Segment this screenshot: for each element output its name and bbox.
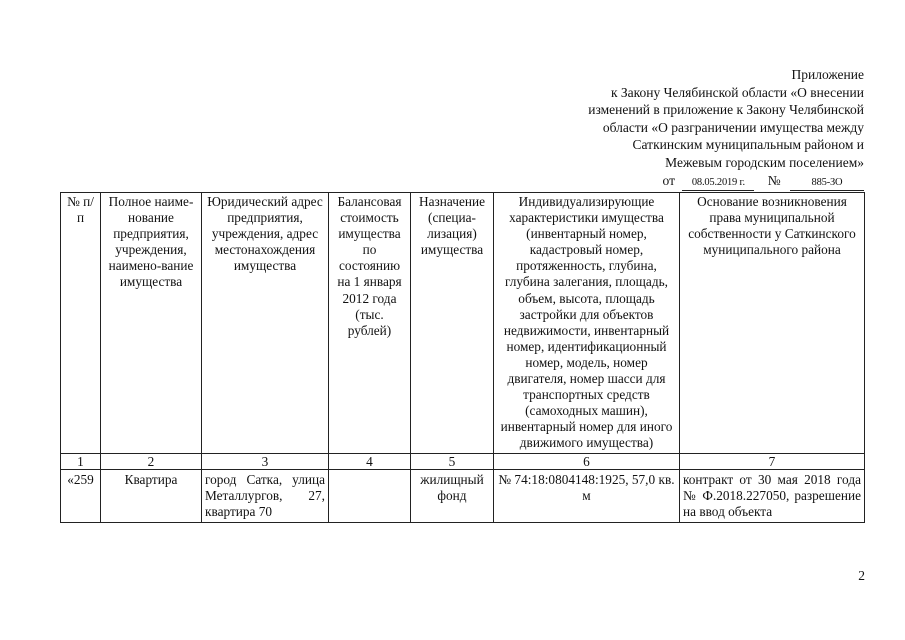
ownership-basis: контракт от 30 мая 2018 года № Ф.2018.227050, разрешение на ввод объекта [680, 469, 865, 522]
header-cell: Полное наиме-нование предприятия, учреждения, наимено-вание имущества [101, 193, 202, 454]
property-purpose: жилищный фонд [411, 469, 494, 522]
header-cell: № п/п [61, 193, 101, 454]
number-sign: № [767, 172, 781, 188]
appendix-title: Приложение [791, 67, 864, 82]
column-number: 3 [202, 453, 329, 469]
appendix-line: изменений в приложение к Закону Челябинской [588, 102, 864, 118]
page-number: 2 [858, 568, 865, 583]
appendix-header [544, 66, 864, 191]
header-cell: Юридический адрес предприятия, учреждения, адрес местонахождения имущества [202, 193, 329, 454]
appendix-line: области «О разграничении имущества между [602, 119, 864, 135]
column-number: 6 [494, 453, 680, 469]
appendix-line: Саткинским муниципальным районом и [632, 137, 864, 153]
balance-value [329, 469, 411, 522]
property-characteristics: № 74:18:0804148:1925, 57,0 кв. м [494, 469, 680, 522]
column-number: 2 [101, 453, 202, 469]
appendix-line: Межевым городским поселением» [665, 154, 864, 170]
column-number: 5 [411, 453, 494, 469]
header-cell: Основание возникновения права муниципальной собственности у Саткинского муниципального района [680, 193, 865, 454]
header-cell: Балансовая стоимость имущества по состоянию на 1 января 2012 года (тыс. рублей) [329, 193, 411, 454]
property-address: город Сатка, улица Металлургов, 27, квартира 70 [202, 469, 329, 522]
header-cell: Индивидуализирующие характеристики имущества (инвентарный номер, кадастровый номер, протяженность, глубина, глубина залегания, площадь, объем, высота, площадь застройки для объектов недвижимости, инвентарный номер, идентификационный номер, модель, номер двигателя, номер шасси для транспортных средств (самоходных машин), инвентарный номер для иного движимого имущества) [494, 193, 680, 454]
law-date: 08.05.2019 г. [682, 176, 754, 191]
row-number: «259 [61, 469, 101, 522]
column-numbers-row [61, 453, 865, 469]
appendix-date-line [544, 172, 864, 191]
appendix-line: к Закону Челябинской области «О внесении [610, 84, 864, 100]
law-number: 885-ЗО [790, 176, 864, 191]
column-number: 7 [680, 453, 865, 469]
table-header-row [61, 193, 865, 454]
property-table [60, 192, 865, 523]
property-name: Квартира [101, 469, 202, 522]
date-prefix: от [662, 172, 675, 188]
column-number: 4 [329, 453, 411, 469]
column-number: 1 [61, 453, 101, 469]
header-cell: Назначение (специа-лизация) имущества [411, 193, 494, 454]
table-row [61, 469, 865, 522]
